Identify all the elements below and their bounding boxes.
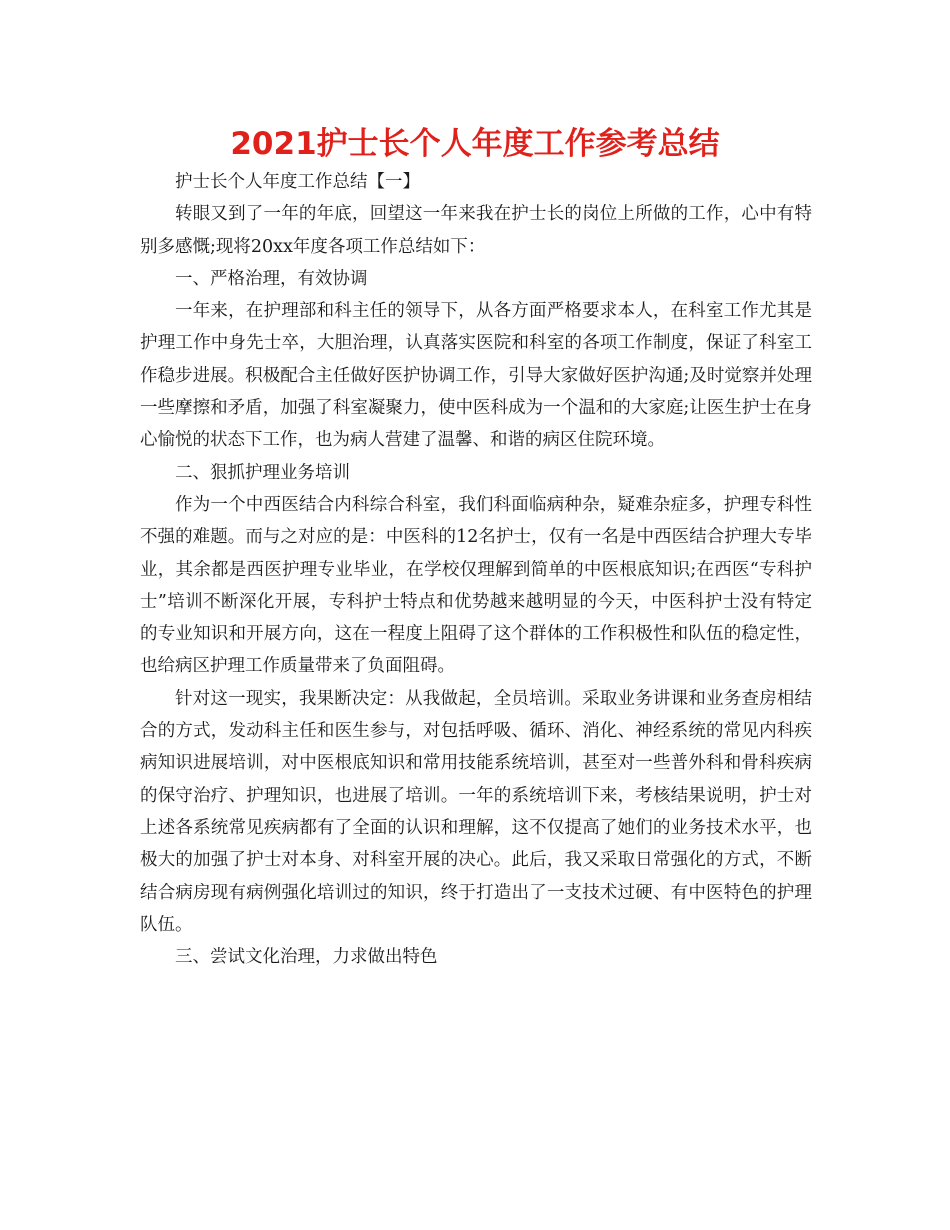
- body-paragraph: 作为一个中西医结合内科综合科室，我们科面临病种杂，疑难杂症多，护理专科性不强的难题。而与之对应的是：中医科的12名护士，仅有一名是中西医结合护理大专毕业，其余都是西医护理专业毕业，在学校仅理解到简单的中医根底知识;在西医“专科护士”培训不断深化开展，专科护士特点和优势越来越明显的今天，中医科护士没有特定的专业知识和开展方向，这在一程度上阻碍了这个群体的工作积极性和队伍的稳定性，也给病区护理工作质量带来了负面阻碍。: [140, 494, 812, 677]
- body-paragraph: 一年来，在护理部和科主任的领导下，从各方面严格要求本人，在科室工作尤其是护理工作中身先士卒，大胆治理，认真落实医院和科室的各项工作制度，保证了科室工作稳步进展。积极配合主任做好医护协调工作，引导大家做好医护沟通;及时觉察并处理一些摩擦和矛盾，加强了科室凝聚力，使中医科成为一个温和的大家庭;让医生护士在身心愉悦的状态下工作，也为病人营建了温馨、和谐的病区住院环境。: [140, 301, 812, 451]
- body-paragraph: 针对这一现实，我果断决定：从我做起，全员培训。采取业务讲课和业务查房相结合的方式，发动科主任和医生参与，对包括呼吸、循环、消化、神经系统的常见内科疾病知识进展培训，对中医根底知识和常用技能系统培训，甚至对一些普外科和骨科疾病的保守治疗、护理知识，也进展了培训。一年的系统培训下来，考核结果说明，护士对上述各系统常见疾病都有了全面的认识和理解，这不仅提高了她们的业务技术水平，也极大的加强了护士对本身、对科室开展的决心。此后，我又采取日常强化的方式，不断结合病房现有病例强化培训过的知识，终于打造出了一支技术过硬、有中医特色的护理队伍。: [140, 688, 812, 935]
- document-body: [140, 166, 812, 973]
- intro-paragraph: 转眼又到了一年的年底，回望这一年来我在护士长的岗位上所做的工作，心中有特别多感慨;现将20xx年度各项工作总结如下：: [140, 204, 812, 257]
- document-title: 2021护士长个人年度工作参考总结: [230, 126, 720, 162]
- section-subtitle: 护士长个人年度工作总结【一】: [175, 172, 420, 192]
- section-heading-3: 三、尝试文化治理，力求做出特色: [175, 947, 438, 968]
- section-heading-2: 二、狠抓护理业务培训: [175, 462, 350, 483]
- section-heading-1: 一、严格治理，有效协调: [175, 268, 368, 289]
